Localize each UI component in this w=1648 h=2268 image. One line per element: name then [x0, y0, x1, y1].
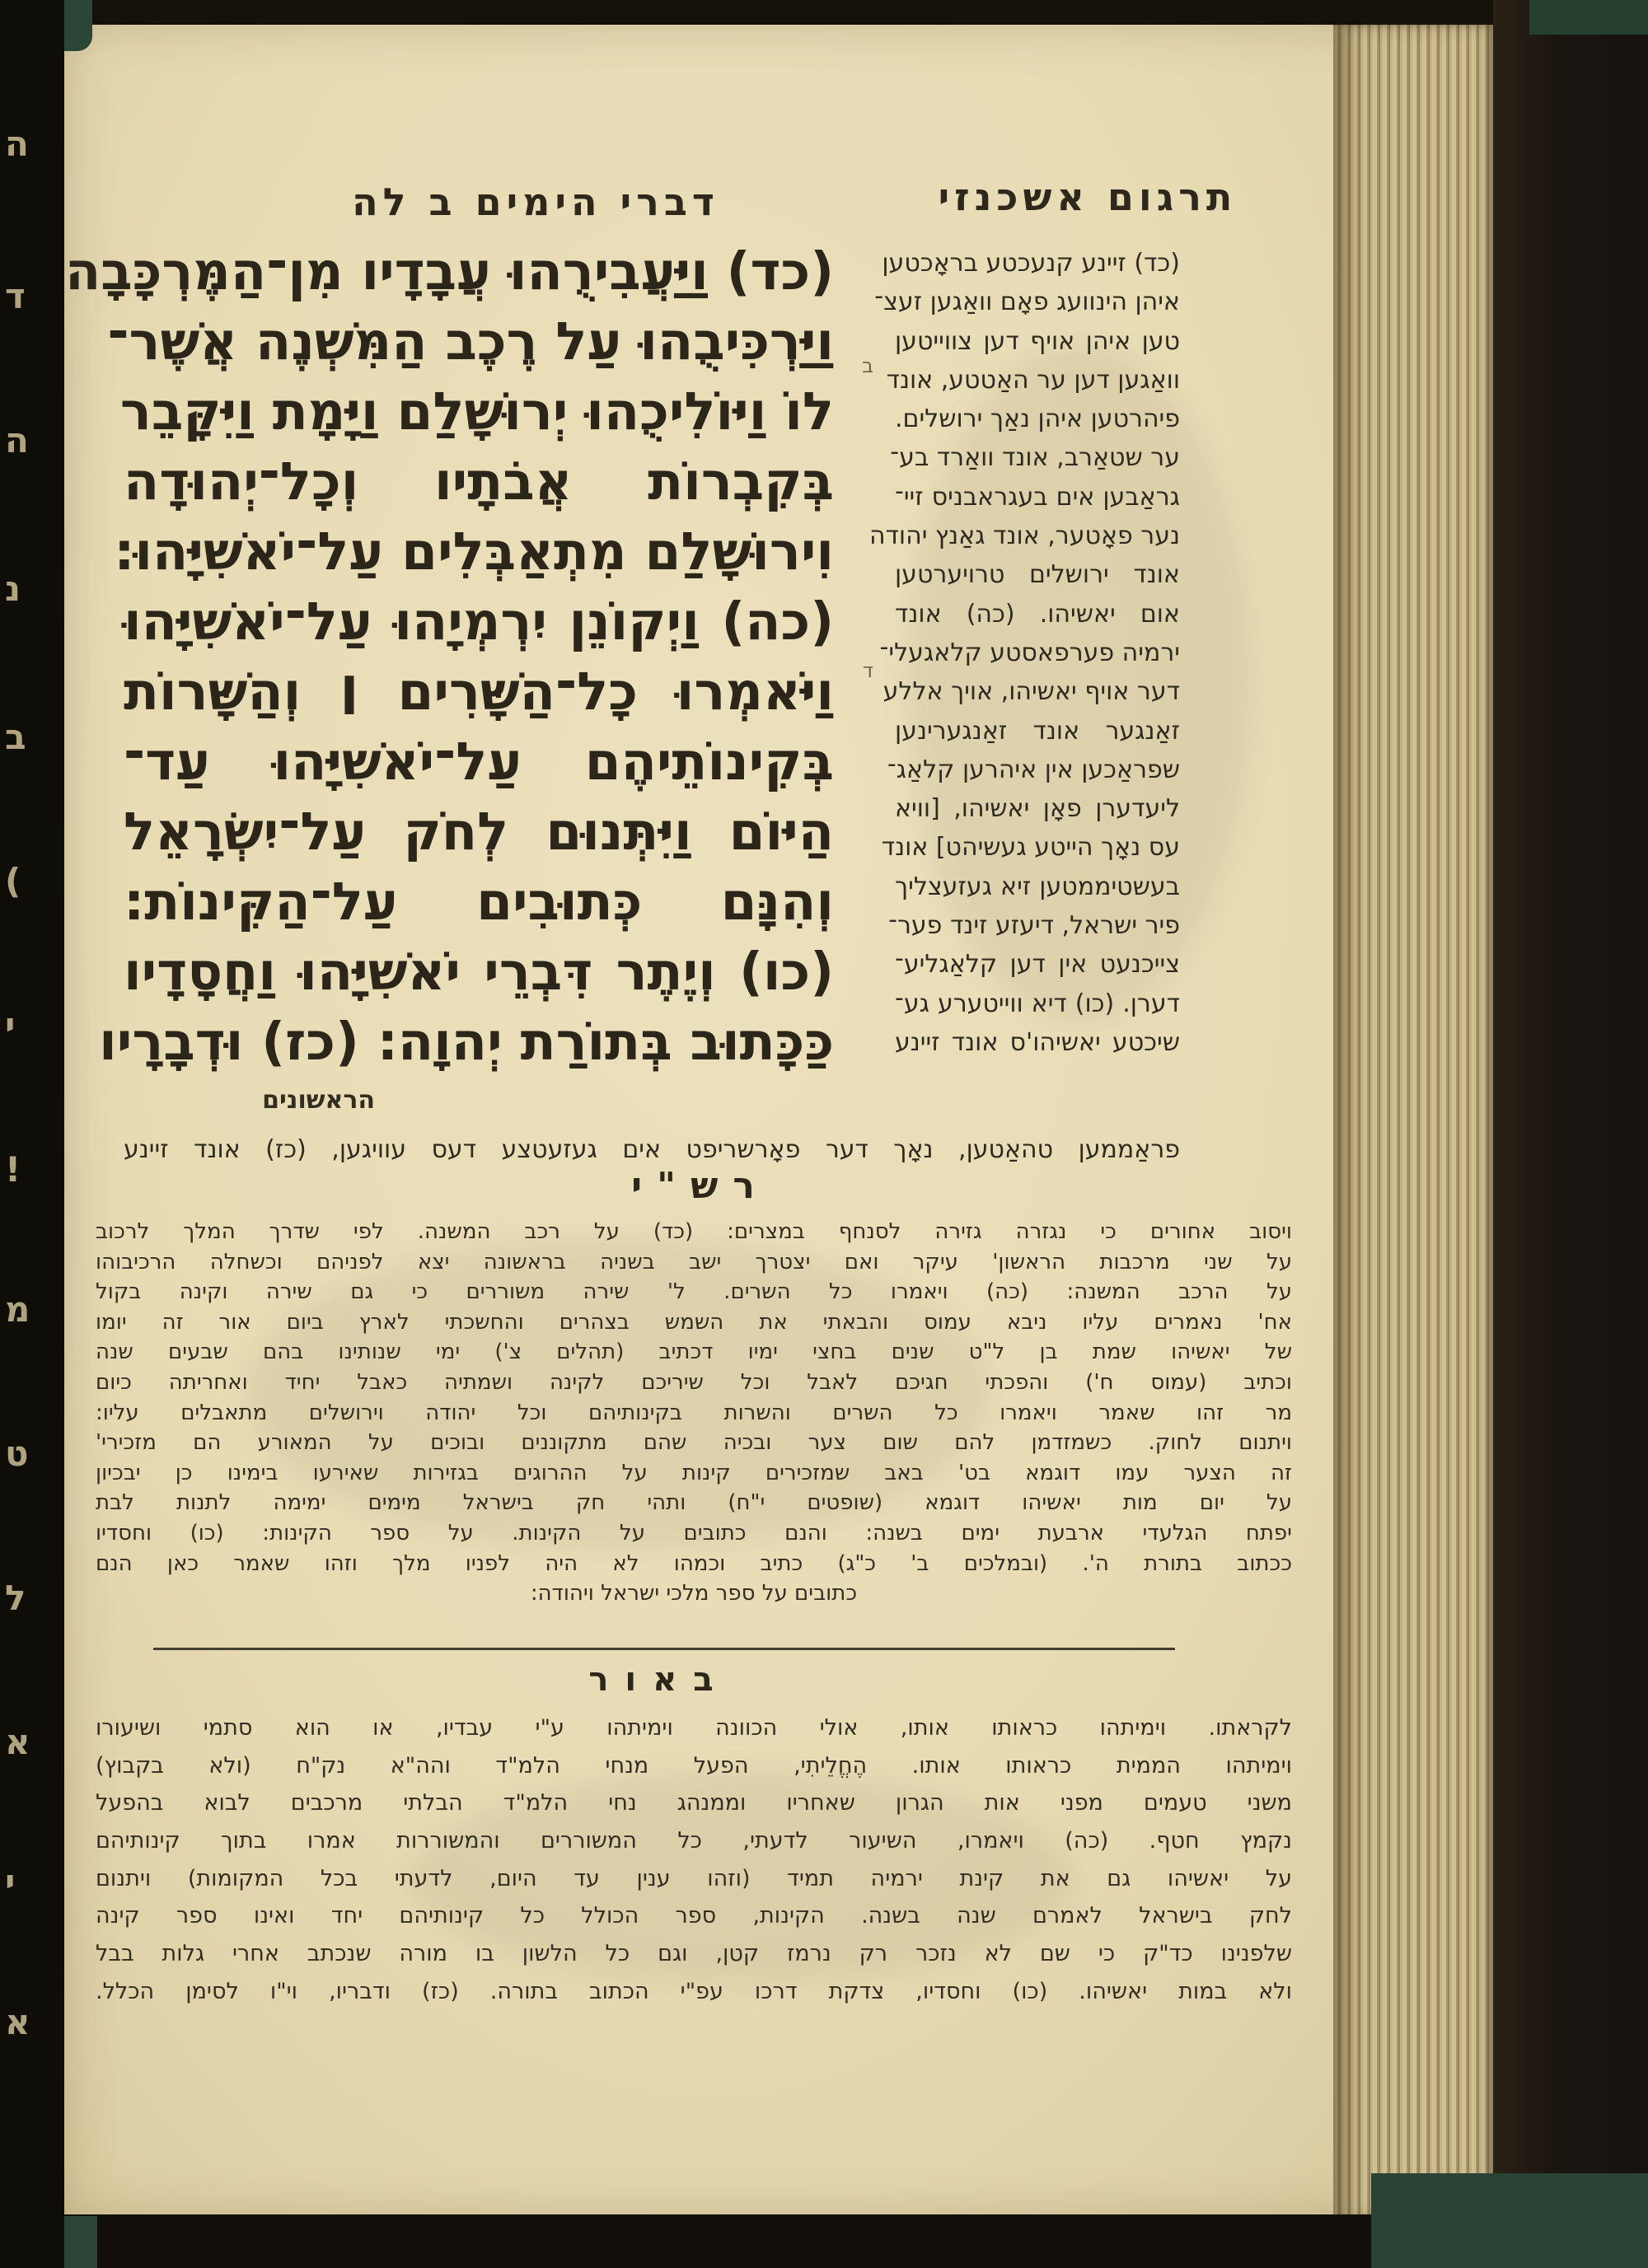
edge-letter-fragment: נ [5, 568, 21, 609]
edge-letter-fragment: ! [5, 1149, 21, 1190]
cover-corner-bottom-right [1371, 2173, 1648, 2268]
edge-letter-fragment: ד [5, 276, 26, 316]
scripture-line: (כה) וַיְקוֹנֵן יִרְמְיָהוּ עַל־יֹאשִׁיָּהוּ [124, 592, 834, 652]
edge-letter-fragment: מ [5, 1289, 30, 1330]
targum-line: בעשטיממטען זיא געזעצליך [895, 872, 1180, 901]
cover-corner-top-right [1529, 0, 1648, 35]
targum-line: גראַבען אים בעגראבניס זיי־ [895, 482, 1180, 512]
targum-line: נער פאָטער, אונד גאַנץ יהודה [868, 521, 1180, 551]
rashi-line: על יום מות יאשיהו דוגמא (שופטים י"ח) ותהי חק בישראל מימים ימימה לתנות לבת [96, 1490, 1292, 1516]
targum-line: צייכנעט אין דען קלאַגליע־ [895, 950, 1180, 980]
gutter-reference-marks [837, 0, 873, 1153]
biur-line: ולא במות יאשיהו. (כו) וחסדיו, צדקת דרכו עפ"י הכתוב בתורה. (כז) ודבריו, וי"ו לסימן הכלל. [96, 1978, 1292, 2004]
rashi-commentary-block [96, 1218, 1292, 1610]
edge-letter-fragment: ל [5, 1578, 26, 1618]
rashi-section-title: רש"י [631, 1165, 770, 1207]
section-divider-rule [153, 1648, 1175, 1650]
biur-line: לקראתו. וימיתהו כראותו אותו, אולי הכוונה וימיתהו ע"י עבדיו, או הוא סתמי ושיעורו [96, 1715, 1292, 1741]
scripture-line: וַיַּרְכִּיבֻהוּ עַל רֶכֶב הַמִּשְׁנֶה אֲשֶׁר־ [107, 311, 834, 372]
rashi-line: ככתוב בתורת ה'. (ובמלכים ב' כ"ג) כתיב וכמהו לא היה לפניו מלך וזהו שאמר כאן הנם [96, 1550, 1292, 1576]
targum-continuation-line: פראַממען טהאַטען, נאָך דער פאָרשריפט אים געזעטצע דעס עוויגען, (כז) אונד זיינע [124, 1135, 1180, 1164]
edge-letter-fragment: ב [5, 717, 26, 757]
scripture-line: וַיֹּאמְרוּ כָל־הַשָּׁרִים ׀ וְהַשָּׁרוֹת [124, 662, 834, 722]
scripture-line: בְּקִינוֹתֵיהֶם עַל־יֹאשִׁיָּהוּ עַד־ [124, 732, 834, 792]
targum-line: שפראַכען אין איהרען קלאַג־ [887, 755, 1180, 784]
scripture-line: (כו) וְיֶתֶר דִּבְרֵי יֹאשִׁיָּהוּ וַחֲסָדָיו [124, 942, 834, 1002]
biur-line: על יאשיהו גם את קינת ירמיה תמיד (וזהו ענין עד היום, לדעתי בכל המקומות) ויתנום [96, 1865, 1292, 1892]
targum-line: עס נאָך הייטע געשיהט] אונד [881, 833, 1180, 863]
scripture-line: (כד) וַיַּעֲבִירֻהוּ עֲבָדָיו מִן־הַמֶּרְכָּבָה [64, 241, 834, 302]
rashi-line: של יאשיהו שמת בן ל"ט שנים בחצי ימיו דכתיב (תהלים צ') ימי שנותינו בהם שבעים שנה [96, 1340, 1292, 1365]
targum-line: דער אויף יאשיהו, אויך אללע [883, 677, 1180, 707]
rashi-line: וכתיב (עמוס ח') והפכתי חגיכם לאבל וכל שיריכם לקינה ושמתיה כאבל יחיד ואחריתה כיום [96, 1369, 1292, 1395]
scripture-column [64, 239, 834, 1079]
rashi-line: כתובים על ספר מלכי ישראל ויהודה: [530, 1581, 858, 1606]
photo-top-edge [0, 0, 1648, 25]
edge-letter-fragment: י [5, 1862, 16, 1902]
scripture-line: הַיּוֹם וַיִּתְּנוּם לְחֹק עַל־יִשְׂרָאֵל [124, 802, 834, 862]
targum-ashkenazi-column [868, 246, 1180, 1064]
edge-letter-fragment: ) [5, 861, 21, 901]
edge-letter-fragment: ט [5, 1433, 29, 1474]
targum-line: דערן. (כו) דיא ווייטערע גע־ [895, 989, 1180, 1018]
targum-line: ליעדערן פאָן יאשיהו, [וויא [895, 794, 1180, 824]
header-targum-title: תרגום אשכנזי [938, 175, 1238, 219]
biur-line: נקמץ חטף. (כה) ויאמרו, השיעור לדעתי, כל המשוררים והמשוררות אמרו בתוך קינותיהם [96, 1828, 1292, 1854]
biur-line: לחק בישראל לאמרם שנה בשנה. הקינות, ספר הכולל כל קינותיהם יחד ואינו ספר קינה [96, 1903, 1292, 1929]
scripture-line: בְּקִבְרוֹת אֲבֹתָיו וְכָל־יְהוּדָה [124, 451, 834, 512]
targum-line: (כד) זיינע קנעכטע בראָכטען [882, 249, 1180, 278]
targum-line: אום יאשיהו. (כה) אונד [895, 599, 1180, 629]
targum-line: וואַגען דען ער האַטטע, אונד [886, 365, 1180, 395]
biur-commentary-block [96, 1712, 1292, 2013]
targum-line: פיר ישראל, דיעזע זינד פער־ [888, 911, 1180, 941]
book-cover-right [1493, 0, 1648, 2268]
scripture-line: וִירוּשָׁלִַם מִתְאַבְּלִים עַל־יֹאשִׁיָּהוּ: [114, 521, 834, 582]
gutter-letter: ד [862, 659, 873, 682]
edge-letter-fragment: א [5, 2002, 30, 2042]
rashi-line: אח' נאמרים עליו ניבא עמוס והבאתי את השמש בצהרים והחשכתי לארץ ביום אור זה יומו [96, 1309, 1292, 1335]
targum-line: איהן הינוועג פאָם וואַגען זעצ־ [874, 288, 1180, 317]
biur-section-title: באור [588, 1661, 730, 1699]
catchword: הראשונים [262, 1086, 375, 1115]
targum-line: ירמיה פערפאסטע קלאגעלי־ [879, 638, 1180, 667]
targum-line: שיכטע יאשיהו'ס אונד זיינע [895, 1027, 1180, 1057]
rashi-line: מר זהו שאמר ויאמרו כל השרים והשרות בקינותיהם וכל יהודה וירושלים מתאבלים עליו: [96, 1400, 1292, 1425]
page-stack-fore-edge [1333, 23, 1493, 2220]
biur-line: וימיתהו הממית כראותו אותו. הֶחֱלֵיתִי, הפעל מנחי הלמ"ד והה"א נק"ח (ולא בקבוץ) [96, 1752, 1292, 1779]
scripture-line: וְהִנָּם כְּתוּבִים עַל־הַקִּינוֹת: [124, 872, 834, 932]
rashi-line: ויסוב אחורים כי נגזרה גזירה לסנחף במצרים: (כד) על רכב המשנה. לפי שדרך המלך לרכוב [96, 1219, 1292, 1244]
edge-letter-fragment: א [5, 1722, 30, 1762]
rashi-line: יפתח הגלעדי ארבעת ימים בשנה: והנם כתובים על הקינות. על ספר הקינות: (כו) וחסדיו [96, 1520, 1292, 1546]
targum-line: טען איהן אויף דען צווייטען [895, 326, 1180, 356]
targum-line: זאַנגער אונד זאַנגערינען [895, 716, 1180, 746]
rashi-line: על שני מרכבות הראשון' עיקר ואם יצטרך ישב בשניה בראשונה יצא לפניהם וכשחלה הרכיבוהו [96, 1249, 1292, 1274]
gutter-letter: ב [862, 354, 873, 377]
biur-line: משני טעמים מפני אות הגרון שאחריו וממנהג נחי הלמ"ד הבלתי מרכבים לבוא בהפעל [96, 1790, 1292, 1817]
biur-line: שלפנינו כד"ק כי שם לא נזכר רק נרמז קטן, וגם כל הלשון בו מורה שנכתב אחרי גלות בבל [96, 1941, 1292, 1967]
facing-page-edge [0, 0, 64, 2268]
rashi-line: זה הצער עמו דוגמא בט' באב שמזכירים קינות על ההרוגים בגזירות שאירעו בימינו כן יבכיון [96, 1460, 1292, 1485]
scripture-line: כַּכָּתוּב בְּתוֹרַת יְהוָה: (כז) וּדְבָרָיו [99, 1012, 834, 1072]
targum-line: ער שטאַרב, אונד וואַרד בע־ [890, 443, 1180, 473]
scripture-line: לוֹ וַיּוֹלִיכֻהוּ יְרוּשָׁלִַם וַיָּמָת וַיִּקָּבֵר [119, 381, 834, 442]
targum-line: אונד ירושלים טרויערטען [895, 560, 1180, 590]
rashi-line: על הרכב המשנה: (כה) ויאמרו כל השרים. ל' שירה משוררים כי גם שירה וקינה בקול [96, 1279, 1292, 1305]
edge-letter-fragment: ה [5, 124, 29, 164]
rashi-line: ויתנום לחוק. כשמזדמן להם שום צער ובכיה שהם מתקוננים ובוכים על המאורע הם מזכירי' [96, 1430, 1292, 1456]
edge-letter-fragment: ה [5, 420, 29, 461]
edge-letter-fragment: י [5, 1005, 16, 1045]
header-book-chapter-title: דברי הימים ב לה [352, 180, 719, 224]
targum-line: פיהרטען איהן נאַך ירושלים. [895, 404, 1180, 434]
